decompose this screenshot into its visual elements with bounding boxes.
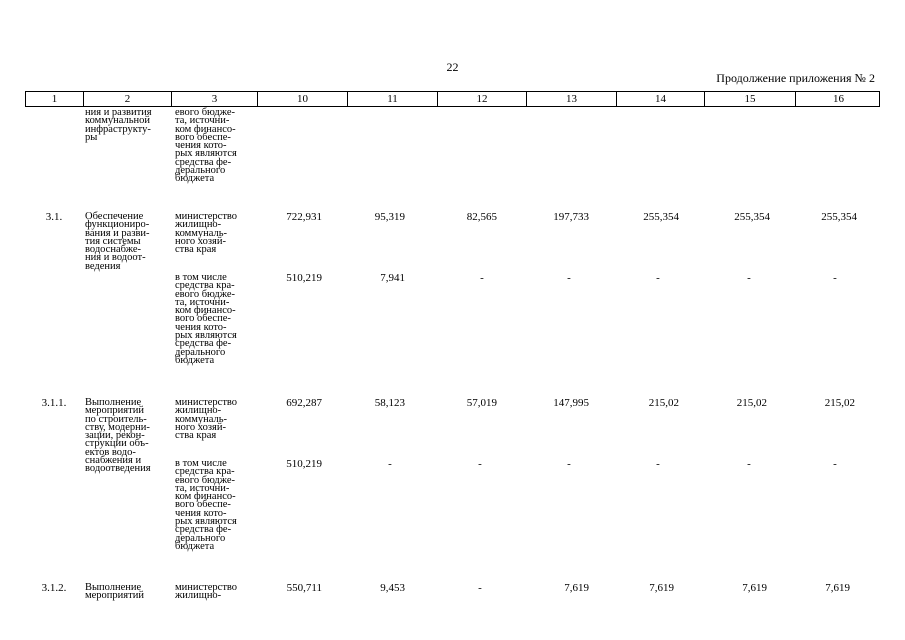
value-col-16: - — [833, 272, 837, 284]
text-line: ком финансо- — [175, 305, 236, 317]
text-line: ведения — [85, 260, 121, 272]
value-col-12: 82,565 — [466, 211, 497, 223]
value-col-10: 510,219 — [286, 458, 322, 470]
table-header — [25, 91, 880, 107]
header-col-12: 12 — [438, 92, 527, 106]
row-code: 3.1.1. — [41, 397, 67, 409]
text-line: ства края — [175, 430, 217, 442]
text-line: ком финансо- — [175, 491, 236, 503]
row-source — [175, 274, 237, 365]
text-line: евого бюдже- — [175, 288, 235, 300]
text-line: тия системы — [85, 235, 141, 247]
text-line: та, источни- — [175, 296, 230, 308]
text-line: жилищно- — [175, 405, 222, 417]
text-line: евого бюдже- — [175, 107, 235, 118]
row-source — [175, 213, 237, 254]
text-line: ры — [85, 131, 98, 143]
header-col-2: 2 — [84, 92, 172, 106]
value-col-11: 58,123 — [374, 397, 405, 409]
text-line: струкции объ- — [85, 438, 149, 450]
value-col-13: 147,995 — [553, 397, 589, 409]
text-line: чения кото- — [175, 321, 227, 333]
row-name — [85, 399, 151, 474]
text-line: коммуналь- — [175, 413, 228, 425]
page-number: 22 — [446, 60, 459, 74]
value-col-10: 692,287 — [286, 397, 322, 409]
text-line: функциониро- — [85, 219, 150, 231]
text-line: мероприятий — [85, 405, 144, 417]
value-col-12: - — [480, 272, 484, 284]
text-line: ного хозяй- — [175, 235, 226, 247]
header-col-13: 13 — [527, 92, 617, 106]
text-line: ния и развития — [85, 107, 152, 118]
value-col-12: - — [478, 582, 482, 594]
text-line: средства кра- — [175, 466, 235, 478]
text-line: евого бюдже- — [175, 474, 235, 486]
text-line: ния и водоот- — [85, 252, 146, 264]
row-source — [175, 584, 237, 601]
row-name — [85, 584, 144, 601]
row-code: 3.1.2. — [41, 582, 67, 594]
text-line: рых являются — [175, 330, 237, 342]
value-col-15: - — [747, 272, 751, 284]
header-col-16: 16 — [833, 93, 844, 105]
value-col-15: 255,354 — [734, 211, 770, 223]
text-line: Обеспечение — [85, 211, 144, 222]
text-line: водоотведения — [85, 463, 151, 475]
value-col-12: 57,019 — [466, 397, 497, 409]
value-col-14: - — [656, 458, 660, 470]
row-name — [85, 213, 150, 271]
text-line: дерального — [175, 532, 226, 544]
text-line: ком финансо- — [175, 123, 236, 135]
text-line: в том числе — [175, 272, 227, 283]
text-line: вого обеспе- — [175, 499, 231, 511]
text-line: вого обеспе- — [175, 131, 231, 143]
text-line: та, источни- — [175, 115, 230, 127]
text-line: ству, модерни- — [85, 421, 150, 433]
text-line: ства края — [175, 244, 217, 256]
text-line: дерального — [175, 165, 226, 177]
carryover-source — [175, 109, 237, 184]
header-col-3: 3 — [172, 92, 258, 106]
value-col-15: - — [747, 458, 751, 470]
text-line: водоснабже- — [85, 244, 141, 256]
text-line: зации, рекон- — [85, 430, 145, 442]
value-col-16: - — [833, 458, 837, 470]
text-line: Выполнение — [85, 582, 142, 593]
value-col-10: 722,931 — [286, 211, 322, 223]
text-line: жилищно- — [175, 219, 222, 231]
text-line: бюджета — [175, 354, 215, 366]
value-col-11: - — [388, 458, 392, 470]
text-line: Выполнение — [85, 397, 142, 408]
header-col-11: 11 — [348, 92, 438, 106]
header-col-15: 15 — [705, 92, 796, 106]
value-col-16: 255,354 — [821, 211, 857, 223]
text-line: вого обеспе- — [175, 313, 231, 325]
text-line: чения кото- — [175, 140, 227, 152]
header-col-10: 10 — [258, 92, 348, 106]
text-line: инфраструкту- — [85, 123, 151, 135]
text-line: по строитель- — [85, 413, 147, 425]
text-line: средства фе- — [175, 524, 232, 536]
text-line: коммунальной — [85, 115, 151, 127]
text-line: та, источни- — [175, 482, 230, 494]
value-col-10: 550,711 — [286, 582, 322, 594]
text-line: вания и разви- — [85, 227, 150, 239]
value-col-14: 215,02 — [648, 397, 679, 409]
text-line: снабжения и — [85, 455, 142, 467]
text-line: коммуналь- — [175, 227, 228, 239]
value-col-11: 7,941 — [380, 272, 405, 284]
text-line: министерство — [175, 211, 238, 222]
text-line: жилищно- — [175, 590, 222, 602]
value-col-13: 197,733 — [553, 211, 589, 223]
continuation-label: Продолжение приложения № 2 — [716, 71, 875, 85]
value-col-16: 7,619 — [825, 582, 850, 594]
value-col-11: 95,319 — [374, 211, 405, 223]
text-line: ектов водо- — [85, 446, 136, 458]
text-line: бюджета — [175, 540, 215, 552]
value-col-10: 510,219 — [286, 272, 322, 284]
value-col-15: 215,02 — [736, 397, 767, 409]
header-col-1: 1 — [26, 92, 84, 106]
value-col-12: - — [478, 458, 482, 470]
carryover-name — [85, 109, 152, 142]
text-line: мероприятий — [85, 590, 144, 602]
text-line: ного хозяй- — [175, 421, 226, 433]
value-col-13: - — [567, 458, 571, 470]
text-line: чения кото- — [175, 507, 227, 519]
value-col-15: 7,619 — [742, 582, 767, 594]
value-col-16: 215,02 — [824, 397, 855, 409]
value-col-14: 7,619 — [649, 582, 674, 594]
value-col-13: - — [567, 272, 571, 284]
value-col-11: 9,453 — [380, 582, 405, 594]
row-source — [175, 399, 237, 440]
text-line: средства фе- — [175, 156, 232, 168]
text-line: рых являются — [175, 516, 237, 528]
text-line: рых являются — [175, 148, 237, 160]
text-line: в том числе — [175, 458, 227, 469]
text-line: министерство — [175, 397, 238, 408]
text-line: министерство — [175, 582, 238, 593]
value-col-13: 7,619 — [564, 582, 589, 594]
text-line: средства фе- — [175, 338, 232, 350]
row-source — [175, 460, 237, 551]
text-line: бюджета — [175, 173, 215, 185]
header-col-14: 14 — [617, 92, 705, 106]
text-line: средства кра- — [175, 280, 235, 292]
text-line: дерального — [175, 346, 226, 358]
row-code: 3.1. — [45, 211, 63, 223]
value-col-14: - — [656, 272, 660, 284]
value-col-14: 255,354 — [643, 211, 679, 223]
